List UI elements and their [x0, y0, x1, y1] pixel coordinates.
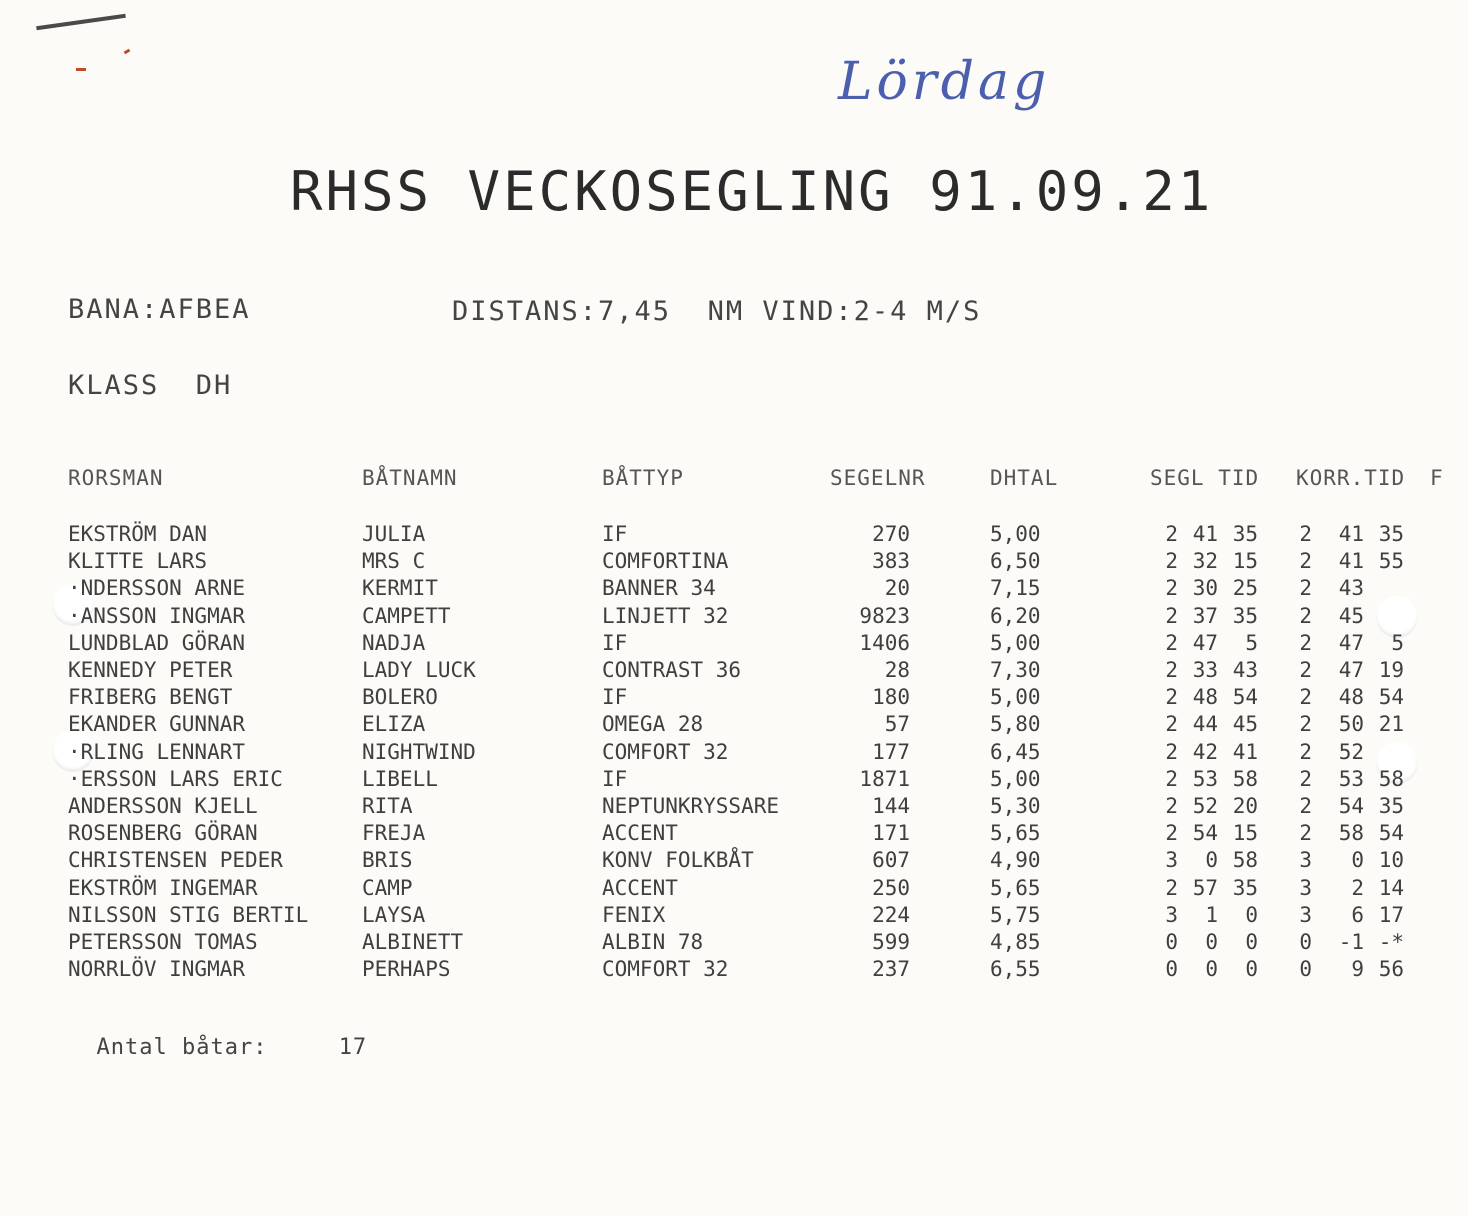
cell-dhtal: 5,65	[990, 875, 1041, 900]
cell-korr-h: 0	[1299, 930, 1312, 954]
cell-segl-s: 0	[1245, 930, 1258, 954]
header-dhtal: DHTAL	[990, 466, 1059, 490]
table-row	[0, 794, 1468, 821]
cell-korr-m: 53	[1338, 766, 1364, 791]
cell-rorsman: NORRLÖV INGMAR	[68, 957, 246, 982]
cell-segl-h: 0	[1165, 930, 1178, 954]
table-row	[0, 930, 1468, 957]
cell-segl-h: 2	[1165, 603, 1178, 628]
cell-korr-m: 48	[1338, 685, 1364, 710]
cell-segl-m: 47	[1192, 630, 1218, 655]
cell-segl-s: 20	[1232, 794, 1258, 818]
cell-korr-s: 5	[1391, 630, 1404, 655]
header-segelnr: SEGELNR	[830, 466, 926, 490]
cell-segl-m: 0	[1205, 957, 1218, 982]
table-row	[0, 604, 1468, 631]
cell-segelnr: 237	[872, 957, 910, 982]
cell-segl-s: 43	[1232, 658, 1258, 682]
cell-battyp: COMFORT 32	[602, 957, 729, 982]
cell-dhtal: 5,65	[990, 821, 1041, 846]
cell-batnamn: RITA	[362, 794, 413, 818]
cell-dhtal: 5,80	[990, 712, 1041, 737]
cell-korr-s: 35	[1378, 522, 1404, 546]
cell-rorsman: EKANDER GUNNAR	[68, 712, 246, 737]
cell-korr-h: 3	[1299, 848, 1312, 873]
cell-batnamn: LADY LUCK	[362, 658, 476, 682]
class-info: KLASS DH	[68, 370, 233, 401]
cell-segl-m: 42	[1192, 739, 1218, 764]
course-info: BANA:AFBEA	[68, 294, 251, 325]
table-row	[0, 576, 1468, 603]
cell-segl-m: 37	[1192, 603, 1218, 628]
cell-korr-s: 54	[1378, 685, 1404, 710]
cell-segl-s: 58	[1232, 848, 1258, 873]
cell-segelnr: 177	[872, 739, 910, 764]
cell-rorsman: ·ERSSON LARS ERIC	[68, 766, 283, 791]
cell-rorsman: EKSTRÖM INGEMAR	[68, 875, 258, 900]
cell-segl-s: 35	[1232, 522, 1258, 546]
page-title: RHSS VECKOSEGLING 91.09.21	[290, 160, 1214, 223]
cell-dhtal: 6,55	[990, 957, 1041, 982]
header-korr-tid: KORR.TID	[1296, 466, 1406, 490]
red-dot-mark	[76, 68, 86, 71]
cell-korr-s: -*	[1378, 930, 1404, 954]
cell-batnamn: FREJA	[362, 821, 426, 846]
cell-segl-m: 30	[1192, 576, 1218, 601]
cell-dhtal: 6,20	[990, 603, 1041, 628]
cell-batnamn: CAMPETT	[362, 603, 451, 628]
cell-battyp: BANNER 34	[602, 576, 716, 601]
cell-segl-m: 0	[1205, 848, 1218, 873]
cell-segl-s: 0	[1245, 957, 1258, 982]
cell-rorsman: CHRISTENSEN PEDER	[68, 848, 283, 873]
cell-korr-s: 19	[1378, 658, 1404, 682]
cell-segelnr: 144	[872, 794, 910, 818]
cell-segelnr: 9823	[859, 603, 910, 628]
cell-rorsman: ·ANSSON INGMAR	[68, 603, 246, 628]
cell-rorsman: PETERSSON TOMAS	[68, 930, 258, 954]
red-dot-mark	[124, 49, 131, 55]
cell-korr-h: 2	[1299, 658, 1312, 682]
table-row	[0, 658, 1468, 685]
header-segl-tid: SEGL TID	[1150, 466, 1260, 490]
handwritten-note: Lördag	[838, 52, 1051, 112]
cell-korr-h: 2	[1299, 522, 1312, 546]
cell-rorsman: FRIBERG BENGT	[68, 685, 233, 710]
cell-battyp: COMFORTINA	[602, 549, 729, 574]
cell-dhtal: 5,30	[990, 794, 1041, 818]
boat-count	[68, 1010, 367, 1060]
cell-korr-m: 54	[1338, 794, 1364, 818]
cell-segelnr: 171	[872, 821, 910, 846]
cell-dhtal: 5,00	[990, 630, 1041, 655]
cell-rorsman: LUNDBLAD GÖRAN	[68, 630, 246, 655]
cell-korr-h: 2	[1299, 766, 1312, 791]
table-row	[0, 767, 1468, 794]
cell-batnamn: NIGHTWIND	[362, 739, 476, 764]
cell-korr-s: 10	[1378, 848, 1404, 873]
cell-korr-m: 41	[1338, 549, 1364, 574]
cell-dhtal: 6,50	[990, 549, 1041, 574]
cell-rorsman: ·RLING LENNART	[68, 739, 246, 764]
cell-segl-s: 35	[1232, 875, 1258, 900]
cell-battyp: KONV FOLKBÅT	[602, 848, 754, 873]
cell-segl-h: 3	[1165, 902, 1178, 927]
cell-dhtal: 4,85	[990, 930, 1041, 954]
table-row	[0, 631, 1468, 658]
cell-korr-s: 54	[1378, 821, 1404, 846]
cell-segl-h: 2	[1165, 712, 1178, 737]
cell-korr-m: 9	[1351, 957, 1364, 982]
cell-battyp: LINJETT 32	[602, 603, 729, 628]
cell-segl-h: 2	[1165, 685, 1178, 710]
cell-segelnr: 1871	[859, 766, 910, 791]
cell-segl-h: 2	[1165, 739, 1178, 764]
table-row	[0, 876, 1468, 903]
cell-korr-h: 2	[1299, 603, 1312, 628]
cell-battyp: ACCENT	[602, 875, 678, 900]
cell-segelnr: 28	[884, 658, 910, 682]
cell-battyp: COMFORT 32	[602, 739, 729, 764]
cell-segelnr: 607	[872, 848, 910, 873]
distance-wind-info: DISTANS:7,45 NM VIND:2-4 M/S	[452, 296, 982, 327]
cell-segelnr: 599	[872, 930, 910, 954]
cell-dhtal: 7,15	[990, 576, 1041, 601]
table-row	[0, 522, 1468, 549]
cell-segl-m: 41	[1192, 522, 1218, 546]
cell-segl-h: 3	[1165, 848, 1178, 873]
cell-korr-m: 0	[1351, 848, 1364, 873]
header-battyp: BÅTTYP	[602, 466, 684, 490]
cell-korr-m: 6	[1351, 902, 1364, 927]
cell-dhtal: 5,00	[990, 766, 1041, 791]
cell-korr-s: 58	[1378, 766, 1404, 791]
cell-korr-s: 55	[1378, 549, 1404, 574]
cell-dhtal: 5,00	[990, 685, 1041, 710]
cell-rorsman: ANDERSSON KJELL	[68, 794, 258, 818]
cell-segl-h: 2	[1165, 875, 1178, 900]
cell-korr-s: 56	[1378, 957, 1404, 982]
cell-batnamn: ELIZA	[362, 712, 426, 737]
cell-battyp: ALBIN 78	[602, 930, 704, 954]
cell-segl-h: 2	[1165, 658, 1178, 682]
cell-segl-s: 45	[1232, 712, 1258, 737]
cell-segelnr: 20	[884, 576, 910, 601]
table-row	[0, 957, 1468, 984]
cell-segl-m: 53	[1192, 766, 1218, 791]
cell-segl-h: 2	[1165, 549, 1178, 574]
cell-segl-s: 15	[1232, 821, 1258, 846]
cell-segl-m: 1	[1205, 902, 1218, 927]
cell-korr-s: 35	[1378, 794, 1404, 818]
cell-dhtal: 6,45	[990, 739, 1041, 764]
cell-korr-h: 3	[1299, 875, 1312, 900]
cell-korr-h: 2	[1299, 821, 1312, 846]
cell-batnamn: LIBELL	[362, 766, 438, 791]
cell-rorsman: ·NDERSSON ARNE	[68, 576, 246, 601]
cell-rorsman: KLITTE LARS	[68, 549, 208, 574]
cell-battyp: ACCENT	[602, 821, 678, 846]
cell-battyp: FENIX	[602, 902, 666, 927]
table-row	[0, 821, 1468, 848]
cell-segelnr: 57	[884, 712, 910, 737]
cell-segl-m: 57	[1192, 875, 1218, 900]
cell-batnamn: BOLERO	[362, 685, 438, 710]
cell-batnamn: JULIA	[362, 522, 426, 546]
cell-segl-s: 15	[1232, 549, 1258, 574]
cell-dhtal: 4,90	[990, 848, 1041, 873]
cell-batnamn: PERHAPS	[362, 957, 451, 982]
cell-korr-h: 2	[1299, 712, 1312, 737]
cell-dhtal: 7,30	[990, 658, 1041, 682]
cell-segl-s: 58	[1232, 766, 1258, 791]
cell-segl-m: 44	[1192, 712, 1218, 737]
cell-segl-s: 25	[1232, 576, 1258, 601]
header-batnamn: BÅTNAMN	[362, 466, 458, 490]
cell-rorsman: NILSSON STIG BERTIL	[68, 902, 309, 927]
cell-korr-m: -1	[1338, 930, 1364, 954]
cell-korr-m: 2	[1351, 875, 1364, 900]
cell-rorsman: ROSENBERG GÖRAN	[68, 821, 258, 846]
cell-korr-m: 43	[1338, 576, 1364, 601]
cell-korr-s: 17	[1378, 902, 1404, 927]
header-rorsman: RORSMAN	[68, 466, 164, 490]
cell-segl-h: 2	[1165, 766, 1178, 791]
cell-batnamn: ALBINETT	[362, 930, 464, 954]
cell-dhtal: 5,00	[990, 522, 1041, 546]
cell-korr-m: 47	[1338, 658, 1364, 682]
cell-segl-m: 33	[1192, 658, 1218, 682]
cell-korr-h: 2	[1299, 739, 1312, 764]
cell-batnamn: LAYSA	[362, 902, 426, 927]
cell-battyp: IF	[602, 685, 628, 710]
cell-segl-s: 0	[1245, 902, 1258, 927]
table-row	[0, 740, 1468, 767]
cell-segl-s: 54	[1232, 685, 1258, 710]
cell-battyp: IF	[602, 630, 628, 655]
cell-korr-h: 3	[1299, 902, 1312, 927]
cell-batnamn: KERMIT	[362, 576, 438, 601]
cell-segelnr: 1406	[859, 630, 910, 655]
boat-count-value: 17	[338, 1035, 368, 1060]
cell-korr-h: 2	[1299, 685, 1312, 710]
cell-korr-h: 2	[1299, 576, 1312, 601]
cell-batnamn: NADJA	[362, 630, 426, 655]
cell-segelnr: 270	[872, 522, 910, 546]
cell-rorsman: EKSTRÖM DAN	[68, 522, 208, 546]
cell-battyp: IF	[602, 766, 628, 791]
cell-segelnr: 383	[872, 549, 910, 574]
cell-segelnr: 250	[872, 875, 910, 900]
cell-korr-s: 14	[1378, 875, 1404, 900]
table-row	[0, 848, 1468, 875]
cell-batnamn: BRIS	[362, 848, 413, 873]
cell-battyp: IF	[602, 522, 628, 546]
cell-battyp: OMEGA 28	[602, 712, 704, 737]
cell-korr-h: 2	[1299, 549, 1312, 574]
cell-korr-m: 52	[1338, 739, 1364, 764]
table-row	[0, 903, 1468, 930]
cell-dhtal: 5,75	[990, 902, 1041, 927]
cell-korr-h: 0	[1299, 957, 1312, 982]
cell-batnamn: CAMP	[362, 875, 413, 900]
cell-rorsman: KENNEDY PETER	[68, 658, 233, 682]
cell-korr-m: 41	[1338, 522, 1364, 546]
cell-segl-m: 32	[1192, 549, 1218, 574]
cell-segelnr: 180	[872, 685, 910, 710]
table-row	[0, 685, 1468, 712]
table-row	[0, 549, 1468, 576]
cell-korr-m: 45	[1338, 603, 1364, 628]
cell-battyp: NEPTUNKRYSSARE	[602, 794, 780, 818]
cell-segl-m: 52	[1192, 794, 1218, 818]
cell-korr-h: 2	[1299, 630, 1312, 655]
cell-korr-m: 47	[1338, 630, 1364, 655]
cell-segl-h: 2	[1165, 821, 1178, 846]
boat-count-label: Antal båtar:	[96, 1035, 268, 1060]
cell-segl-m: 48	[1192, 685, 1218, 710]
cell-korr-s: 21	[1378, 712, 1404, 737]
cell-segl-m: 0	[1205, 930, 1218, 954]
cell-segl-h: 2	[1165, 794, 1178, 818]
cell-korr-h: 2	[1299, 794, 1312, 818]
header-f: F	[1430, 466, 1444, 490]
cell-segl-s: 5	[1245, 630, 1258, 655]
pen-stroke-mark	[36, 14, 126, 30]
cell-korr-m: 58	[1338, 821, 1364, 846]
cell-segl-h: 2	[1165, 522, 1178, 546]
cell-segl-h: 2	[1165, 576, 1178, 601]
cell-segl-s: 41	[1232, 739, 1258, 764]
cell-segelnr: 224	[872, 902, 910, 927]
cell-korr-m: 50	[1338, 712, 1364, 737]
cell-segl-m: 54	[1192, 821, 1218, 846]
cell-batnamn: MRS C	[362, 549, 426, 574]
table-row	[0, 712, 1468, 739]
cell-segl-s: 35	[1232, 603, 1258, 628]
cell-segl-h: 0	[1165, 957, 1178, 982]
cell-segl-h: 2	[1165, 630, 1178, 655]
cell-battyp: CONTRAST 36	[602, 658, 742, 682]
